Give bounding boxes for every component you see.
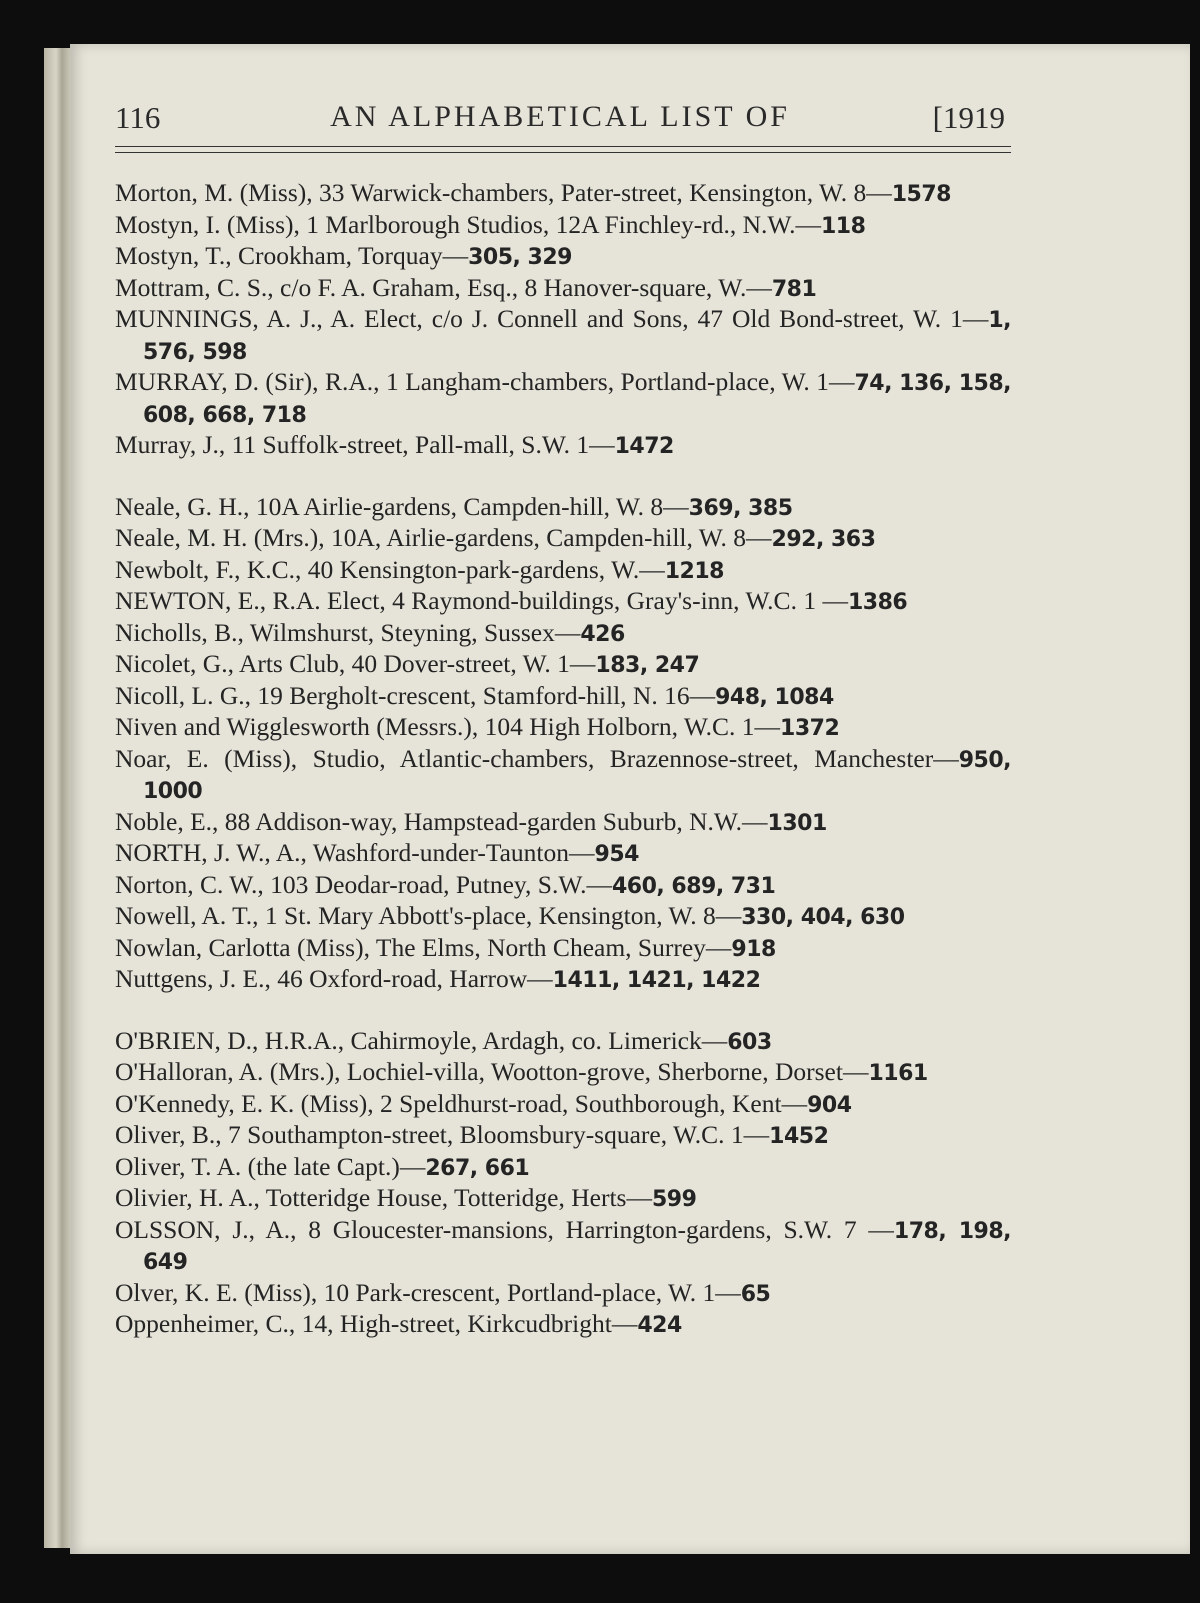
entry-text: Morton, M. (Miss), 33 Warwick-chambers, Pater-street, Kensington, W. 8— (115, 178, 892, 207)
entry-exhibit-numbers: 74, 136, 158, 608, 668, 718 (143, 371, 1011, 428)
entry-text: Mostyn, T., Crookham, Torquay— (115, 241, 469, 270)
list-entry (115, 1278, 1011, 1310)
group-spacer (115, 996, 1011, 1026)
entry-text: O'BRIEN, D., H.R.A., Cahirmoyle, Ardagh, co. Limerick— (115, 1025, 728, 1055)
entry-exhibit-numbers: 305, 329 (468, 245, 572, 270)
list-entry (115, 1120, 1011, 1152)
entry-text: Norton, C. W., 103 Deodar-road, Putney, S.W.— (115, 869, 612, 899)
list-entry (115, 1309, 1011, 1341)
list-entry (115, 178, 1011, 210)
entry-exhibit-numbers: 1218 (664, 558, 724, 584)
entry-exhibit-numbers: 603 (727, 1029, 772, 1055)
list-entry (115, 555, 1011, 587)
list-entry (115, 304, 1011, 367)
list-entry (115, 964, 1011, 996)
list-entry (115, 712, 1011, 744)
list-entry (115, 523, 1011, 555)
entry-exhibit-numbers: 1452 (769, 1124, 829, 1149)
entry-exhibit-numbers: 948, 1084 (715, 684, 834, 710)
entry-text: Niven and Wigglesworth (Messrs.), 104 High Holborn, W.C. 1— (115, 712, 781, 741)
entry-exhibit-numbers: 781 (771, 276, 817, 302)
entry-text: Oppenheimer, C., 14, High-street, Kirkcudbright— (115, 1309, 638, 1338)
entry-text: NEWTON, E., R.A. Elect, 4 Raymond-buildings, Gray's-inn, W.C. 1 — (115, 586, 848, 615)
list-entry (115, 210, 1011, 242)
list-entry (115, 1215, 1011, 1278)
entry-text: Nicolet, G., Arts Club, 40 Dover-street, W. 1— (115, 649, 596, 678)
entry-text: Mottram, C. S., c/o F. A. Graham, Esq., 8 Hanover-square, W.— (115, 272, 772, 302)
list-entry (115, 1057, 1011, 1089)
list-entry (115, 367, 1011, 430)
entry-text: Noar, E. (Miss), Studio, Atlantic-chambers, Brazennose-street, Manchester— (115, 743, 959, 773)
entry-text: Murray, J., 11 Suffolk-street, Pall-mall, S.W. 1— (115, 430, 615, 459)
entry-text: Oliver, B., 7 Southampton-street, Bloomsbury-square, W.C. 1— (115, 1120, 770, 1149)
entry-text: O'Halloran, A. (Mrs.), Lochiel-villa, Wootton-grove, Sherborne, Dorset— (115, 1057, 869, 1086)
entry-exhibit-numbers: 1578 (891, 182, 951, 207)
entry-text: Newbolt, F., K.C., 40 Kensington-park-gardens, W.— (115, 554, 665, 584)
entry-exhibit-numbers: 267, 661 (425, 1155, 530, 1181)
entry-text: Nowell, A. T., 1 St. Mary Abbott's-place, Kensington, W. 8— (115, 901, 742, 930)
header-double-rule (115, 146, 1011, 153)
entry-exhibit-numbers: 118 (820, 213, 866, 239)
list-entry (115, 586, 1011, 618)
entry-exhibit-numbers: 426 (580, 621, 625, 647)
list-entry (115, 807, 1011, 839)
entry-exhibit-numbers: 292, 363 (771, 527, 876, 552)
list-entry (115, 1183, 1011, 1215)
list-entry (115, 241, 1011, 273)
entry-text: Nowlan, Carlotta (Miss), The Elms, North Cheam, Surrey— (115, 932, 732, 962)
entry-text: Mostyn, I. (Miss), 1 Marlborough Studios, 12A Finchley-rd., N.W.— (115, 209, 821, 239)
running-title: AN ALPHABETICAL LIST OF (330, 100, 790, 133)
entry-exhibit-numbers: 950, 1000 (143, 747, 1011, 804)
entry-exhibit-numbers: 1, 576, 598 (143, 308, 1011, 365)
list-entry (115, 430, 1011, 462)
entry-exhibit-numbers: 1301 (767, 810, 827, 836)
list-entry (115, 492, 1011, 524)
list-entry (115, 1089, 1011, 1121)
list-entry (115, 744, 1011, 807)
entry-text: MUNNINGS, A. J., A. Elect, c/o J. Connell and Sons, 47 Old Bond-street, W. 1— (115, 304, 989, 333)
list-entry (115, 649, 1011, 681)
entry-exhibit-numbers: 330, 404, 630 (741, 905, 905, 930)
entry-exhibit-numbers: 1372 (780, 716, 840, 741)
entry-text: O'Kennedy, E. K. (Miss), 2 Speldhurst-road, Southborough, Kent— (115, 1088, 808, 1118)
group-spacer (115, 462, 1011, 492)
entry-exhibit-numbers: 1386 (847, 590, 908, 615)
entry-exhibit-numbers: 424 (637, 1313, 682, 1338)
entry-text: Oliver, T. A. (the late Capt.)— (115, 1151, 426, 1181)
entry-text: OLSSON, J., A., 8 Gloucester-mansions, Harrington-gardens, S.W. 7 — (115, 1214, 894, 1244)
entry-text: Nicoll, L. G., 19 Bergholt-crescent, Stamford-hill, N. 16— (115, 680, 716, 710)
entry-text: Olver, K. E. (Miss), 10 Park-crescent, Portland-place, W. 1— (115, 1277, 741, 1307)
entry-text: Noble, E., 88 Addison-way, Hampstead-garden Suburb, N.W.— (115, 806, 768, 836)
list-entry (115, 933, 1011, 965)
entry-text: Nuttgens, J. E., 46 Oxford-road, Harrow— (115, 964, 553, 993)
year-marker: [1919 (932, 100, 1005, 135)
entry-exhibit-numbers: 599 (651, 1187, 697, 1212)
entry-text: MURRAY, D. (Sir), R.A., 1 Langham-chambers, Portland-place, W. 1— (115, 367, 855, 396)
page-number: 116 (115, 100, 161, 135)
entry-exhibit-numbers: 1161 (868, 1061, 928, 1086)
entry-text: Neale, G. H., 10A Airlie-gardens, Campden-hill, W. 8— (115, 491, 689, 521)
entry-text: Olivier, H. A., Totteridge House, Totteridge, Herts— (115, 1183, 652, 1212)
entry-exhibit-numbers: 918 (731, 936, 776, 962)
entry-exhibit-numbers: 904 (807, 1092, 852, 1118)
entry-exhibit-numbers: 1472 (614, 434, 674, 459)
entry-exhibit-numbers: 954 (594, 842, 639, 867)
list-entry (115, 838, 1011, 870)
entry-text: NORTH, J. W., A., Washford-under-Taunton— (115, 838, 595, 867)
entry-exhibit-numbers: 1411, 1421, 1422 (552, 968, 761, 993)
list-entry (115, 618, 1011, 650)
list-entry (115, 901, 1011, 933)
entry-exhibit-numbers: 460, 689, 731 (611, 873, 776, 899)
entry-exhibit-numbers: 65 (740, 1281, 771, 1307)
list-entry (115, 1152, 1011, 1184)
list-entry (115, 681, 1011, 713)
page-header (115, 100, 1005, 144)
entry-exhibit-numbers: 178, 198, 649 (143, 1218, 1011, 1275)
entry-exhibit-numbers: 369, 385 (688, 495, 793, 521)
entry-text: Neale, M. H. (Mrs.), 10A, Airlie-gardens, Campden-hill, W. 8— (115, 523, 772, 552)
entry-exhibit-numbers: 183, 247 (595, 653, 700, 678)
list-entry (115, 1026, 1011, 1058)
entry-text: Nicholls, B., Wilmshurst, Steyning, Sussex— (115, 617, 581, 647)
artist-list (115, 178, 1011, 1341)
list-entry (115, 870, 1011, 902)
list-entry (115, 273, 1011, 305)
